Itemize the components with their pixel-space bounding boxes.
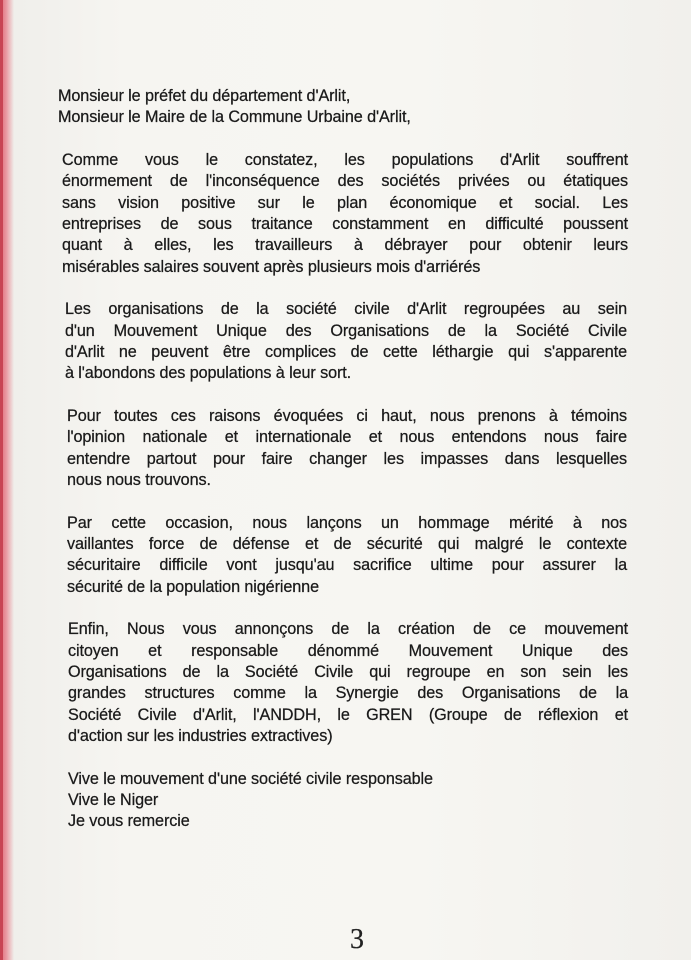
paragraph-line: énormement de l'inconséquence des sociétés privées ou étatiques xyxy=(62,172,628,191)
paragraph-line: sécuritaire difficile vont jusqu'au sacrifice ultime pour assurer la xyxy=(67,556,627,575)
paragraph-line: d'Arlit ne peuvent être complices de cette léthargie qui s'apparente xyxy=(65,343,627,362)
closing-line: Vive le Niger xyxy=(68,790,159,809)
closing-line: Je vous remercie xyxy=(68,812,190,831)
salutation-block xyxy=(58,86,628,129)
paragraph-line: l'opinion nationale et internationale et nous entendons nous faire xyxy=(67,428,627,447)
closing-block xyxy=(68,769,628,833)
closing-line: Vive le mouvement d'une société civile responsable xyxy=(68,769,433,788)
paragraph-line: misérables salaires souvent après plusieurs mois d'arriérés xyxy=(62,257,481,276)
paragraph-line: entreprises de sous traitance constamment en difficulté poussent xyxy=(62,215,628,234)
paragraph-line: citoyen et responsable dénommé Mouvement Unique des xyxy=(68,641,628,660)
paragraph-line: Société Civile d'Arlit, l'ANDDH, le GREN (Groupe de réflexion et xyxy=(68,705,628,724)
paragraph-line: sans vision positive sur le plan économique et social. Les xyxy=(62,193,628,212)
paragraph-line: quant à elles, les travailleurs à débrayer pour obtenir leurs xyxy=(62,236,628,255)
paragraph-line: Comme vous le constatez, les populations d'Arlit souffrent xyxy=(62,150,628,169)
paragraph-line: sécurité de la population nigérienne xyxy=(67,577,319,596)
letter-body xyxy=(56,86,628,833)
paragraph-populations xyxy=(62,150,628,278)
paragraph-creation xyxy=(68,619,628,747)
paragraph-line: à l'abondons des populations à leur sort. xyxy=(65,364,352,383)
paragraph-line: Les organisations de la société civile d'Arlit regroupées au sein xyxy=(65,300,627,319)
paragraph-line: entendre partout pour faire changer les impasses dans lesquelles xyxy=(67,449,627,468)
paragraph-line: Enfin, Nous vous annonçons de la création de ce mouvement xyxy=(68,620,628,639)
salutation-line: Monsieur le Maire de la Commune Urbaine d'Arlit, xyxy=(58,108,411,127)
salutation-line: Monsieur le préfet du département d'Arlit, xyxy=(58,87,351,105)
paragraph-line: nous nous trouvons. xyxy=(67,471,211,490)
paragraph-line: vaillantes force de défense et de sécurité qui malgré le contexte xyxy=(67,534,627,553)
page-left-edge-border xyxy=(0,0,3,960)
paragraph-raisons xyxy=(67,406,627,492)
paragraph-line: Pour toutes ces raisons évoquées ci haut, nous prenons à témoins xyxy=(67,406,627,425)
paragraph-organisations xyxy=(65,299,627,385)
paragraph-line: grandes structures comme la Synergie des Organisations de la xyxy=(68,684,628,703)
paragraph-line: Organisations de la Société Civile qui regroupe en son sein les xyxy=(68,662,628,681)
page-number: 3 xyxy=(350,924,364,955)
paragraph-line: d'action sur les industries extractives) xyxy=(68,727,333,746)
paragraph-hommage xyxy=(67,513,627,599)
paragraph-line: Par cette occasion, nous lançons un hommage mérité à nos xyxy=(67,513,627,532)
paragraph-line: d'un Mouvement Unique des Organisations de la Société Civile xyxy=(65,321,627,340)
